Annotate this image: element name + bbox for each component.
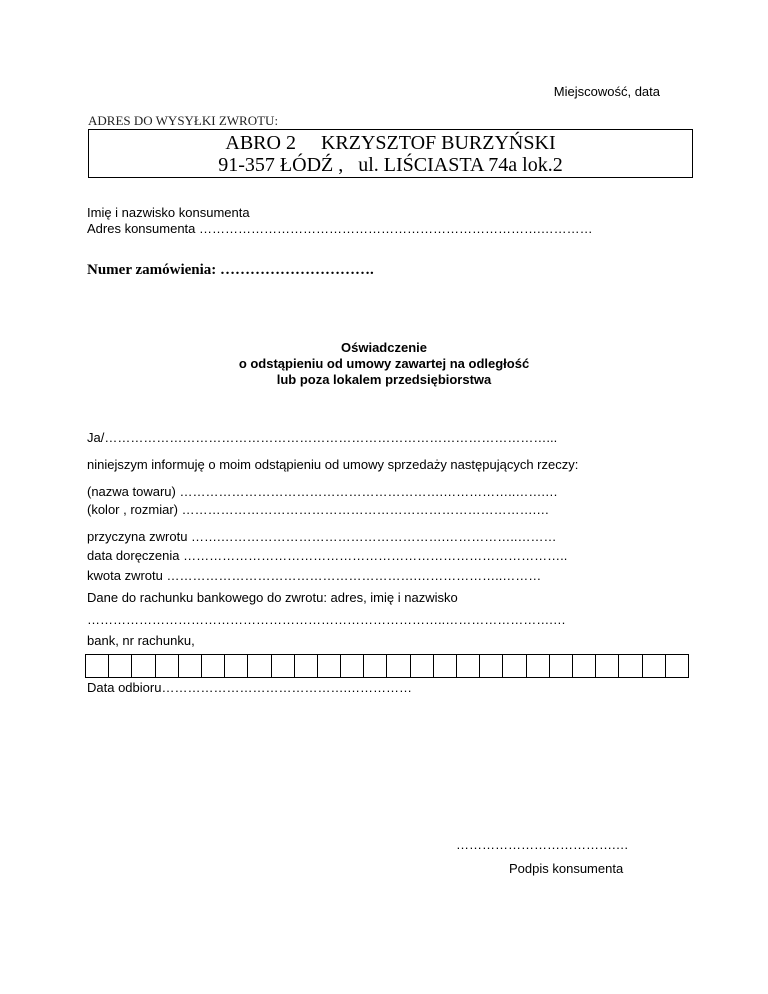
consumer-address-field: Adres konsumenta …………………………………………………………………….………… [87,221,593,236]
account-digit-cell [387,655,410,677]
return-address-label: ADRES DO WYSYŁKI ZWROTU: [88,113,279,128]
account-digit-cell [527,655,550,677]
return-address-line1: ABRO 2 KRZYSZTOF BURZYŃSKI [225,132,556,154]
account-digit-cell [109,655,132,677]
pickup-date-field: Data odbioru…………………………………….…………… [87,680,413,695]
bank-account-grid [85,654,689,678]
account-digit-cell [86,655,109,677]
signature-line: ……………………………….… [456,837,629,852]
account-digit-cell [248,655,271,677]
account-digit-cell [179,655,202,677]
account-digit-cell [272,655,295,677]
account-digit-cell [643,655,666,677]
account-digit-cell [132,655,155,677]
delivery-date-field: data doręczenia …………………………………………………………………………….. [87,548,568,563]
account-digit-cell [225,655,248,677]
refund-amount-field: kwota zwrotu ………………………………………………….………………..……… [87,568,542,583]
consumer-declaration-field: Ja/…………………………………………………………………………………………... [87,430,558,445]
return-address-box [88,129,693,178]
account-digit-cell [457,655,480,677]
return-address-line2: 91-357 ŁÓDŹ , ul. LIŚCIASTA 74a lok.2 [218,154,563,176]
account-digit-cell [480,655,503,677]
consumer-name-label: Imię i nazwisko konsumenta [87,205,250,220]
account-digit-cell [434,655,457,677]
account-digit-cell [364,655,387,677]
document-title: Oświadczenie [341,340,427,355]
account-digit-cell [550,655,573,677]
document-subtitle-line2: lub poza lokalem przedsiębiorstwa [276,372,492,387]
bank-data-label: Dane do rachunku bankowego do zwrotu: adres, imię i nazwisko [87,590,458,605]
place-date-label: Miejscowość, data [553,84,660,99]
account-digit-cell [573,655,596,677]
account-digit-cell [503,655,526,677]
account-digit-cell [666,655,688,677]
account-digit-cell [295,655,318,677]
return-reason-field: przyczyna zwrotu …….…………………………………………….……………..……… [87,529,557,544]
account-digit-cell [341,655,364,677]
bank-account-label: bank, nr rachunku, [87,633,195,648]
account-digit-cell [318,655,341,677]
product-name-field: (nazwa towaru) …………………………………………………….……………..…….… [87,484,558,499]
account-digit-cell [411,655,434,677]
withdrawal-statement: niniejszym informuję o moim odstąpieniu od umowy sprzedaży następujących rzeczy: [87,457,579,472]
signature-label: Podpis konsumenta [509,861,624,876]
color-size-field: (kolor , rozmiar) ……………………………………………………………………….… [87,502,550,517]
bank-data-field: ………………………………………………………………………..…………………….… [87,612,566,627]
order-number-field: Numer zamówienia: …………………………. [87,262,374,278]
account-digit-cell [596,655,619,677]
account-digit-cell [202,655,225,677]
account-digit-cell [156,655,179,677]
document-subtitle-line1: o odstąpieniu od umowy zawartej na odległość [238,356,530,371]
account-digit-cell [619,655,642,677]
